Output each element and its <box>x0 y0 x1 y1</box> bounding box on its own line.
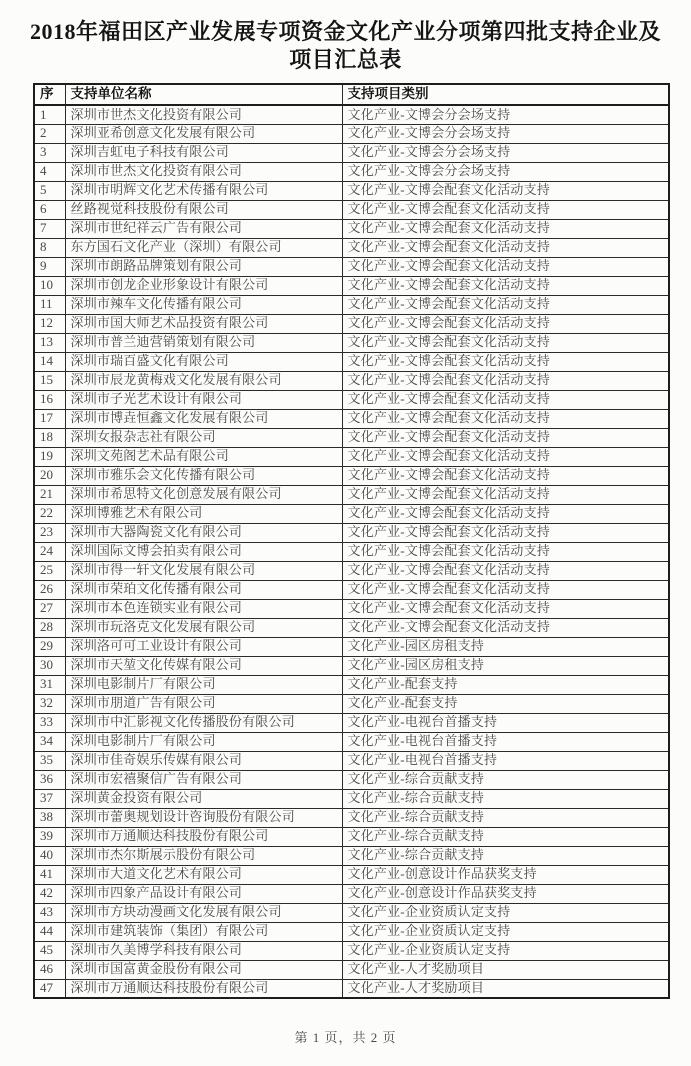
cell-index: 27 <box>34 599 65 618</box>
cell-company-name: 深圳市蕾奥规划设计咨询股份有限公司 <box>65 808 342 827</box>
table-row <box>34 580 669 599</box>
table-row <box>34 200 669 219</box>
cell-project-category: 文化产业-文博会配套文化活动支持 <box>342 314 669 333</box>
cell-index: 37 <box>34 789 65 808</box>
cell-company-name: 深圳市玩洛克文化发展有限公司 <box>65 618 342 637</box>
cell-project-category: 文化产业-文博会配套文化活动支持 <box>342 466 669 485</box>
cell-index: 14 <box>34 352 65 371</box>
cell-company-name: 深圳市雅乐会文化传播有限公司 <box>65 466 342 485</box>
cell-project-category: 文化产业-文博会配套文化活动支持 <box>342 200 669 219</box>
cell-company-name: 深圳市世杰文化投资有限公司 <box>65 105 342 124</box>
cell-project-category: 文化产业-配套支持 <box>342 694 669 713</box>
table-row <box>34 162 669 181</box>
cell-index: 15 <box>34 371 65 390</box>
cell-company-name: 深圳市中汇影视文化传播股份有限公司 <box>65 713 342 732</box>
cell-company-name: 深圳黄金投资有限公司 <box>65 789 342 808</box>
table-row <box>34 447 669 466</box>
table-row <box>34 637 669 656</box>
cell-company-name: 深圳市本色连锁实业有限公司 <box>65 599 342 618</box>
table-row <box>34 656 669 675</box>
cell-index: 29 <box>34 637 65 656</box>
table-row <box>34 770 669 789</box>
cell-company-name: 深圳市朗路品牌策划有限公司 <box>65 257 342 276</box>
cell-project-category: 文化产业-文博会配套文化活动支持 <box>342 523 669 542</box>
cell-company-name: 深圳市得一轩文化发展有限公司 <box>65 561 342 580</box>
cell-company-name: 深圳电影制片厂有限公司 <box>65 675 342 694</box>
table-row <box>34 333 669 352</box>
cell-project-category: 文化产业-文博会配套文化活动支持 <box>342 181 669 200</box>
table-row <box>34 713 669 732</box>
cell-index: 31 <box>34 675 65 694</box>
table-row <box>34 428 669 447</box>
cell-index: 47 <box>34 979 65 998</box>
cell-index: 20 <box>34 466 65 485</box>
cell-project-category: 文化产业-人才奖励项目 <box>342 979 669 998</box>
cell-index: 10 <box>34 276 65 295</box>
cell-company-name: 深圳洛可可工业设计有限公司 <box>65 637 342 656</box>
cell-project-category: 文化产业-文博会配套文化活动支持 <box>342 390 669 409</box>
cell-index: 24 <box>34 542 65 561</box>
table-row <box>34 618 669 637</box>
cell-company-name: 深圳市朋道广告有限公司 <box>65 694 342 713</box>
cell-project-category: 文化产业-文博会配套文化活动支持 <box>342 352 669 371</box>
table-row <box>34 846 669 865</box>
table-row <box>34 561 669 580</box>
cell-company-name: 深圳市久美博学科技有限公司 <box>65 941 342 960</box>
table-row <box>34 143 669 162</box>
table-row <box>34 808 669 827</box>
cell-project-category: 文化产业-电视台首播支持 <box>342 732 669 751</box>
cell-company-name: 深圳市大道文化艺术有限公司 <box>65 865 342 884</box>
cell-company-name: 深圳女报杂志社有限公司 <box>65 428 342 447</box>
cell-project-category: 文化产业-文博会配套文化活动支持 <box>342 580 669 599</box>
table-row <box>34 371 669 390</box>
cell-project-category: 文化产业-综合贡献支持 <box>342 846 669 865</box>
cell-company-name: 深圳市万通顺达科技股份有限公司 <box>65 979 342 998</box>
cell-project-category: 文化产业-文博会配套文化活动支持 <box>342 409 669 428</box>
cell-project-category: 文化产业-综合贡献支持 <box>342 789 669 808</box>
table-row <box>34 219 669 238</box>
cell-project-category: 文化产业-创意设计作品获奖支持 <box>342 865 669 884</box>
cell-index: 23 <box>34 523 65 542</box>
cell-project-category: 文化产业-文博会分会场支持 <box>342 162 669 181</box>
cell-project-category: 文化产业-电视台首播支持 <box>342 713 669 732</box>
cell-company-name: 深圳电影制片厂有限公司 <box>65 732 342 751</box>
cell-project-category: 文化产业-综合贡献支持 <box>342 770 669 789</box>
cell-company-name: 深圳国际文博会拍卖有限公司 <box>65 542 342 561</box>
cell-index: 41 <box>34 865 65 884</box>
cell-index: 5 <box>34 181 65 200</box>
cell-project-category: 文化产业-配套支持 <box>342 675 669 694</box>
table-row <box>34 675 669 694</box>
header-cell-company: 支持单位名称 <box>65 84 342 105</box>
cell-project-category: 文化产业-文博会配套文化活动支持 <box>342 561 669 580</box>
cell-index: 19 <box>34 447 65 466</box>
cell-index: 11 <box>34 295 65 314</box>
cell-company-name: 深圳市建筑装饰（集团）有限公司 <box>65 922 342 941</box>
cell-project-category: 文化产业-企业资质认定支持 <box>342 922 669 941</box>
cell-index: 6 <box>34 200 65 219</box>
table-row <box>34 979 669 998</box>
table-row <box>34 865 669 884</box>
cell-index: 34 <box>34 732 65 751</box>
table-row <box>34 352 669 371</box>
cell-company-name: 深圳市佳奇娱乐传媒有限公司 <box>65 751 342 770</box>
cell-project-category: 文化产业-文博会配套文化活动支持 <box>342 542 669 561</box>
table-row <box>34 504 669 523</box>
cell-project-category: 文化产业-文博会配套文化活动支持 <box>342 447 669 466</box>
cell-index: 26 <box>34 580 65 599</box>
cell-company-name: 深圳市瑞百盛文化有限公司 <box>65 352 342 371</box>
table-row <box>34 789 669 808</box>
page-footer: 第 1 页，共 2 页 <box>294 1030 397 1045</box>
table-row <box>34 314 669 333</box>
cell-company-name: 深圳市普兰迪营销策划有限公司 <box>65 333 342 352</box>
cell-company-name: 深圳吉虹电子科技有限公司 <box>65 143 342 162</box>
cell-company-name: 深圳市大器陶瓷文化有限公司 <box>65 523 342 542</box>
cell-company-name: 深圳市宏禧聚信广告有限公司 <box>65 770 342 789</box>
cell-index: 3 <box>34 143 65 162</box>
cell-index: 39 <box>34 827 65 846</box>
cell-project-category: 文化产业-综合贡献支持 <box>342 827 669 846</box>
table-row <box>34 542 669 561</box>
table-body <box>34 105 669 998</box>
cell-index: 1 <box>34 105 65 124</box>
cell-project-category: 文化产业-文博会配套文化活动支持 <box>342 257 669 276</box>
cell-company-name: 深圳市博垚恒鑫文化发展有限公司 <box>65 409 342 428</box>
cell-project-category: 文化产业-文博会配套文化活动支持 <box>342 295 669 314</box>
cell-index: 8 <box>34 238 65 257</box>
cell-company-name: 深圳市世杰文化投资有限公司 <box>65 162 342 181</box>
table-row <box>34 257 669 276</box>
cell-company-name: 深圳市希思特文化创意发展有限公司 <box>65 485 342 504</box>
table-row <box>34 903 669 922</box>
cell-index: 4 <box>34 162 65 181</box>
table-row <box>34 941 669 960</box>
table-row <box>34 295 669 314</box>
cell-project-category: 文化产业-文博会配套文化活动支持 <box>342 219 669 238</box>
table-row <box>34 124 669 143</box>
cell-index: 13 <box>34 333 65 352</box>
table-row <box>34 884 669 903</box>
cell-index: 38 <box>34 808 65 827</box>
cell-company-name: 深圳文苑阁艺术品有限公司 <box>65 447 342 466</box>
table-row <box>34 960 669 979</box>
cell-project-category: 文化产业-电视台首播支持 <box>342 751 669 770</box>
cell-index: 36 <box>34 770 65 789</box>
cell-company-name: 东方国石文化产业（深圳）有限公司 <box>65 238 342 257</box>
cell-index: 17 <box>34 409 65 428</box>
cell-company-name: 深圳市方块动漫画文化发展有限公司 <box>65 903 342 922</box>
cell-company-name: 深圳市明辉文化艺术传播有限公司 <box>65 181 342 200</box>
table-row <box>34 238 669 257</box>
cell-index: 35 <box>34 751 65 770</box>
cell-index: 43 <box>34 903 65 922</box>
cell-company-name: 深圳市子光艺术设计有限公司 <box>65 390 342 409</box>
cell-company-name: 深圳市荣珀文化传播有限公司 <box>65 580 342 599</box>
cell-index: 12 <box>34 314 65 333</box>
cell-index: 30 <box>34 656 65 675</box>
table-row <box>34 751 669 770</box>
cell-company-name: 深圳市世纪祥云广告有限公司 <box>65 219 342 238</box>
cell-project-category: 文化产业-文博会配套文化活动支持 <box>342 371 669 390</box>
cell-project-category: 文化产业-人才奖励项目 <box>342 960 669 979</box>
cell-project-category: 文化产业-创意设计作品获奖支持 <box>342 884 669 903</box>
cell-project-category: 文化产业-文博会配套文化活动支持 <box>342 276 669 295</box>
cell-index: 44 <box>34 922 65 941</box>
cell-company-name: 深圳市创龙企业形象设计有限公司 <box>65 276 342 295</box>
table-row <box>34 485 669 504</box>
cell-company-name: 深圳市杰尔斯展示股份有限公司 <box>65 846 342 865</box>
table-row <box>34 105 669 124</box>
cell-index: 22 <box>34 504 65 523</box>
cell-project-category: 文化产业-文博会配套文化活动支持 <box>342 428 669 447</box>
cell-index: 18 <box>34 428 65 447</box>
cell-index: 28 <box>34 618 65 637</box>
cell-index: 9 <box>34 257 65 276</box>
cell-company-name: 深圳市国大师艺术品投资有限公司 <box>65 314 342 333</box>
cell-company-name: 深圳市四象产品设计有限公司 <box>65 884 342 903</box>
cell-company-name: 深圳博雅艺术有限公司 <box>65 504 342 523</box>
cell-index: 2 <box>34 124 65 143</box>
header-cell-index: 序 <box>34 84 65 105</box>
cell-project-category: 文化产业-文博会配套文化活动支持 <box>342 333 669 352</box>
table-row <box>34 466 669 485</box>
cell-project-category: 文化产业-园区房租支持 <box>342 637 669 656</box>
cell-project-category: 文化产业-文博会配套文化活动支持 <box>342 599 669 618</box>
cell-project-category: 文化产业-文博会配套文化活动支持 <box>342 618 669 637</box>
cell-index: 16 <box>34 390 65 409</box>
cell-project-category: 文化产业-文博会配套文化活动支持 <box>342 485 669 504</box>
cell-index: 32 <box>34 694 65 713</box>
table-row <box>34 599 669 618</box>
cell-index: 42 <box>34 884 65 903</box>
table-row <box>34 922 669 941</box>
cell-company-name: 深圳市国富黄金股份有限公司 <box>65 960 342 979</box>
table-row <box>34 732 669 751</box>
table-row <box>34 523 669 542</box>
cell-index: 46 <box>34 960 65 979</box>
cell-company-name: 丝路视觉科技股份有限公司 <box>65 200 342 219</box>
cell-project-category: 文化产业-文博会分会场支持 <box>342 124 669 143</box>
table-row <box>34 276 669 295</box>
table-row <box>34 409 669 428</box>
table-row <box>34 390 669 409</box>
cell-index: 21 <box>34 485 65 504</box>
cell-company-name: 深圳市辣车文化传播有限公司 <box>65 295 342 314</box>
cell-project-category: 文化产业-综合贡献支持 <box>342 808 669 827</box>
cell-company-name: 深圳市万通顺达科技股份有限公司 <box>65 827 342 846</box>
cell-index: 45 <box>34 941 65 960</box>
cell-index: 33 <box>34 713 65 732</box>
cell-project-category: 文化产业-企业资质认定支持 <box>342 941 669 960</box>
cell-index: 25 <box>34 561 65 580</box>
summary-table <box>33 83 670 999</box>
cell-project-category: 文化产业-文博会分会场支持 <box>342 143 669 162</box>
table-row <box>34 827 669 846</box>
header-cell-category: 支持项目类别 <box>342 84 669 105</box>
cell-index: 40 <box>34 846 65 865</box>
cell-project-category: 文化产业-文博会配套文化活动支持 <box>342 504 669 523</box>
table-row <box>34 181 669 200</box>
table-row <box>34 694 669 713</box>
cell-project-category: 文化产业-园区房租支持 <box>342 656 669 675</box>
cell-project-category: 文化产业-企业资质认定支持 <box>342 903 669 922</box>
cell-index: 7 <box>34 219 65 238</box>
cell-company-name: 深圳市辰龙黄梅戏文化发展有限公司 <box>65 371 342 390</box>
cell-company-name: 深圳市天堃文化传媒有限公司 <box>65 656 342 675</box>
cell-company-name: 深圳亚希创意文化发展有限公司 <box>65 124 342 143</box>
cell-project-category: 文化产业-文博会分会场支持 <box>342 105 669 124</box>
page-title: 2018年福田区产业发展专项资金文化产业分项第四批支持企业及项目汇总表 <box>29 19 661 72</box>
cell-project-category: 文化产业-文博会配套文化活动支持 <box>342 238 669 257</box>
table-header-row <box>34 84 669 105</box>
